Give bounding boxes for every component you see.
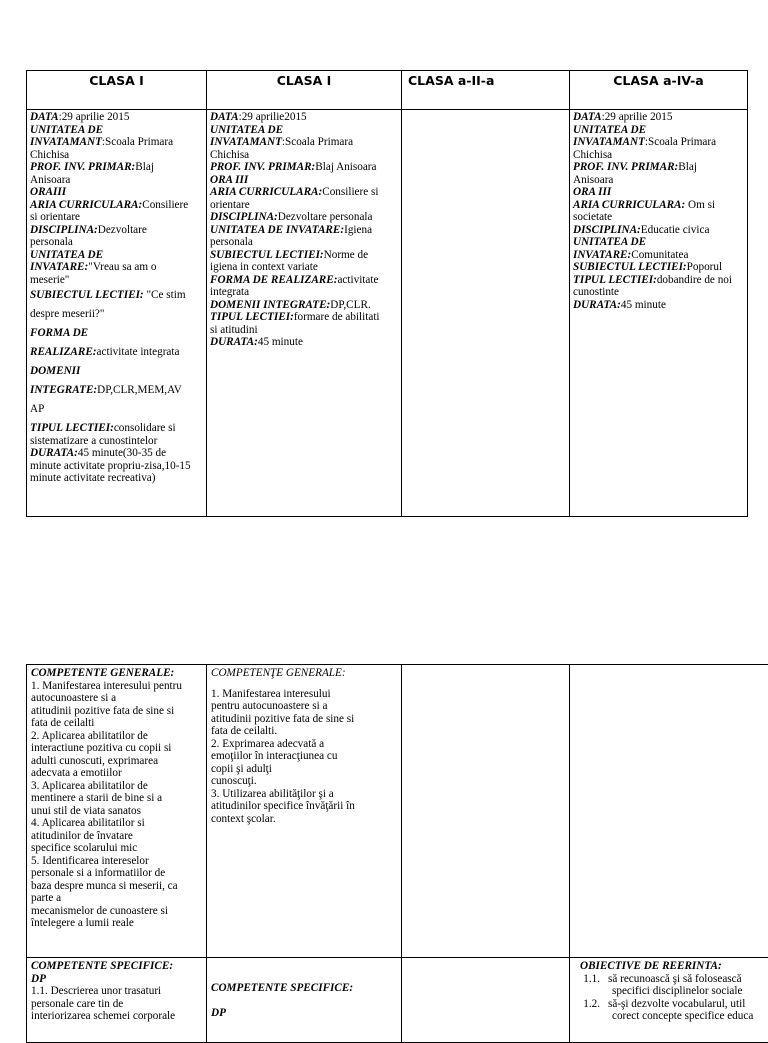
objective-item: 1.2. să-şi dezvolte vocabularul, util xyxy=(574,998,768,1011)
header-clasa-a-iv-a: CLASA a-IV-a xyxy=(570,71,748,110)
cell-general-competences-2: COMPETENŢE GENERALE: 1. Manifestarea interesului pentru autocunoastere si a atitudinii pozitive fata de sine si fata de ceilalti. 2. Exprimarea adecvată a emoţiilor în interacţiunea cu copii şi adulţi cunoscuţi. 3. Utilizarea abilităţilor şi a atitudinilor specifice învăţării în context şcolar. xyxy=(207,665,402,958)
cell-specific-competences-2: COMPETENTE SPECIFICE: DP xyxy=(207,958,402,1043)
objective-item-cont: specifici disciplinelor sociale xyxy=(574,985,768,998)
cell-specific-competences-1: COMPETENTE SPECIFICE: DP 1.1. Descrierea unor trasaturi personale care tin de interiorizarea schemei corporale xyxy=(27,958,207,1043)
objective-item: 1.1. să recunoască şi să folosească xyxy=(574,973,768,986)
cell-clasa-i-1: DATA:29 aprilie 2015 UNITATEA DE INVATAMANT:Scoala Primara Chichisa PROF. INV. PRIMAR:Blaj Anisoara ORAIII ARIA CURRICULARA:Consiliere si orientare DISCIPLINA:Dezvoltare personala UNITATEA DE INVATARE:"Vreau sa am o meserie" SUBIECTUL LECTIEI: "Ce stim despre meserii?" FORMA DE REALIZARE:activitate integrata DOMENII INTEGRATE:DP,CLR,MEM,AV AP TIPUL LECTIEI:consolidare si sistematizare a cunostintelor DURATA:45 minute(30-35 de minute activitate propriu-zisa,10-15 minute activitate recreativa) xyxy=(27,110,207,517)
cell-general-competences-3 xyxy=(402,665,570,958)
lesson-info-table xyxy=(26,70,748,517)
cell-clasa-a-iv-a: DATA:29 aprilie 2015 UNITATEA DE INVATAMANT:Scoala Primara Chichisa PROF. INV. PRIMAR:Blaj Anisoara ORA III ARIA CURRICULARA: Om si societate DISCIPLINA:Educatie civica UNITATEA DE INVATARE:Comunitatea SUBIECTUL LECTIEI:Poporul TIPUL LECTIEI:dobandire de noi cunostinte DURATA:45 minute xyxy=(570,110,748,517)
objectives-list xyxy=(574,973,768,1023)
cell-general-competences-4 xyxy=(570,665,768,958)
cell-clasa-a-ii-a xyxy=(402,110,570,517)
header-clasa-a-ii-a: CLASA a-II-a xyxy=(402,71,570,110)
header-clasa-i-2: CLASA I xyxy=(207,71,402,110)
objective-item-cont: corect concepte specifice educa xyxy=(574,1010,768,1023)
cell-clasa-i-2: DATA:29 aprilie2015 UNITATEA DE INVATAMANT:Scoala Primara Chichisa PROF. INV. PRIMAR:Blaj Anisoara ORA III ARIA CURRICULARA:Consiliere si orientare DISCIPLINA:Dezvoltare personala UNITATEA DE INVATARE:Igiena personala SUBIECTUL LECTIEI:Norme de igiena in context variate FORMA DE REALIZARE:activitate integrata DOMENII INTEGRATE:DP,CLR. TIPUL LECTIEI:formare de abilitati si atitudini DURATA:45 minute xyxy=(207,110,402,517)
cell-objectives-4: OBIECTIVE DE REERINTA: 1.1. să recunoască şi să folosească specifici disciplinelor sociale 1.2. să-şi dezvolte vocabularul, util corect concepte specifice educa xyxy=(570,958,768,1043)
header-clasa-i-1: CLASA I xyxy=(27,71,207,110)
cell-specific-competences-3 xyxy=(402,958,570,1043)
competences-table xyxy=(26,664,768,1043)
cell-general-competences-1: COMPETENTE GENERALE: 1. Manifestarea interesului pentru autocunoastere si a atitudinii pozitive fata de sine si fata de ceilalti 2. Aplicarea abilitatilor de interactiune pozitiva cu copii si adulti cunoscuti, exprimarea adecvata a emotiilor 3. Aplicarea abilitatilor de mentinere a starii de bine si a unui stil de viata sanatos 4. Aplicarea abilitatilor si atitudinilor de învatare specifice scolarului mic 5. Identificarea intereselor personale si a informatiilor de baza despre munca si meserii, ca parte a mecanismelor de cunoastere si întelegere a lumii reale xyxy=(27,665,207,958)
